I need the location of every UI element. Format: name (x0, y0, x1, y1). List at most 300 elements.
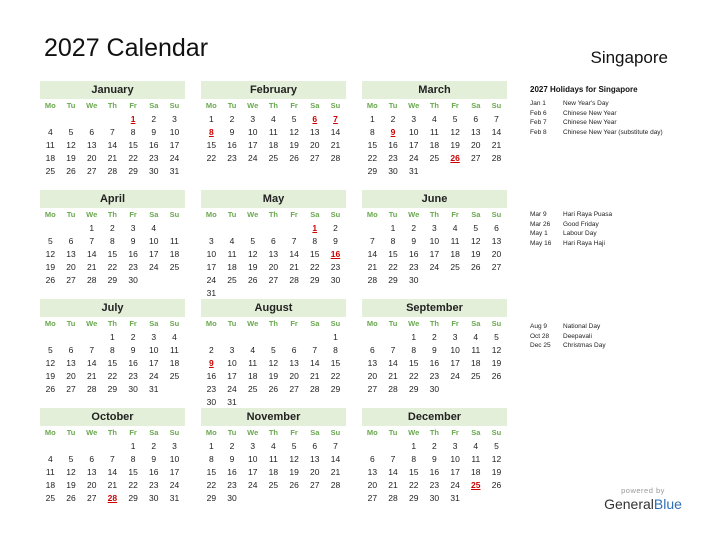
day-cell: 13 (367, 467, 378, 477)
holiday-name: Chinese New Year (substitute day) (563, 128, 663, 136)
day-cell (201, 222, 222, 235)
day-cell: 6 (271, 236, 276, 246)
day-cell: 6 (89, 454, 95, 464)
day-cell: 28 (86, 275, 97, 285)
day-cell: 16 (429, 467, 440, 477)
day-cell: 1 (110, 332, 115, 342)
week-row (362, 274, 507, 287)
day-cell: 15 (128, 467, 138, 477)
day-cell: 7 (312, 345, 318, 355)
day-cell: 4 (452, 223, 458, 233)
day-cell: 27 (268, 275, 279, 285)
day-cell: 19 (45, 371, 56, 381)
day-cell: 15 (388, 249, 398, 259)
day-cell: 26 (247, 275, 258, 285)
day-cell: 23 (330, 262, 341, 272)
week-row (201, 274, 346, 287)
week-row (362, 222, 507, 235)
day-cell (362, 440, 383, 453)
day-cell: 11 (450, 236, 460, 246)
month-june (362, 190, 507, 287)
weekday-label: We (86, 101, 98, 110)
weekday-label: Th (429, 101, 439, 110)
day-cell: 9 (151, 127, 157, 137)
day-cell: 19 (491, 467, 502, 477)
weekday-label: Th (268, 319, 278, 328)
day-cell: 11 (268, 127, 278, 137)
day-cell: 20 (66, 371, 76, 381)
weekday-label: Sa (471, 319, 481, 328)
day-cell (102, 440, 123, 453)
day-cell (164, 383, 185, 396)
week-row (362, 453, 507, 466)
day-cell: 5 (271, 345, 276, 355)
week-row (362, 126, 507, 139)
weekday-header (40, 426, 185, 440)
day-cell: 30 (149, 493, 159, 503)
day-cell: 5 (68, 454, 74, 464)
month-april (40, 190, 185, 287)
day-cell (465, 165, 486, 178)
day-cell: 4 (473, 441, 479, 451)
day-cell: 17 (169, 467, 180, 477)
month-title: June (362, 190, 507, 208)
weekday-label: Th (268, 101, 278, 110)
day-cell (263, 492, 284, 505)
day-cell: 29 (107, 384, 118, 394)
week-row (201, 152, 346, 165)
holiday-name: Chinese New Year (563, 109, 617, 117)
weekday-label: Tu (227, 319, 237, 328)
day-cell: 12 (45, 249, 56, 259)
day-cell: 1 (411, 441, 417, 451)
day-cell: 27 (310, 153, 320, 163)
day-cell: 28 (330, 480, 341, 490)
day-cell (242, 222, 263, 235)
day-cell: 16 (227, 467, 237, 477)
holiday-group (530, 85, 705, 137)
weekday-label: Mo (366, 210, 378, 219)
week-row (362, 344, 507, 357)
weekday-label: Tu (388, 428, 398, 437)
month-december (362, 408, 507, 505)
day-cell: 11 (471, 454, 481, 464)
holiday-day: 1 (312, 223, 318, 233)
day-cell: 4 (473, 332, 479, 342)
day-cell: 14 (310, 358, 320, 368)
day-cell: 28 (289, 275, 299, 285)
day-cell: 14 (491, 127, 502, 137)
holiday-entry (530, 220, 705, 230)
month-title: April (40, 190, 185, 208)
day-cell (383, 331, 404, 344)
holiday-name: Deepavali (563, 332, 592, 340)
day-cell: 22 (310, 262, 320, 272)
week-row (201, 139, 346, 152)
day-cell (40, 331, 61, 344)
day-cell: 29 (367, 166, 378, 176)
day-cell: 13 (471, 127, 481, 137)
day-cell: 24 (450, 480, 460, 490)
weekday-label: Th (107, 210, 117, 219)
holiday-group (530, 210, 705, 248)
day-cell: 23 (149, 480, 159, 490)
day-cell: 26 (471, 262, 481, 272)
weekday-label: Su (330, 101, 341, 110)
day-cell: 6 (68, 345, 74, 355)
day-cell (486, 274, 507, 287)
day-cell (284, 492, 305, 505)
week-row (40, 492, 185, 505)
weekday-label: Mo (44, 319, 56, 328)
month-title: October (40, 408, 185, 426)
day-cell: 14 (330, 454, 341, 464)
day-cell: 31 (408, 166, 419, 176)
day-cell: 30 (408, 275, 419, 285)
day-cell (164, 222, 185, 235)
weekday-label: Fr (451, 319, 459, 328)
day-cell: 20 (86, 153, 97, 163)
week-row (201, 466, 346, 479)
day-cell (486, 383, 507, 396)
weekday-label: Fr (451, 428, 459, 437)
holidays-title: 2027 Holidays for Singapore (530, 85, 638, 94)
day-cell: 20 (471, 140, 481, 150)
day-cell: 12 (66, 467, 76, 477)
week-row (362, 165, 507, 178)
weekday-label: Sa (310, 101, 320, 110)
month-september (362, 299, 507, 396)
day-cell: 17 (149, 358, 159, 368)
day-cell: 5 (47, 345, 53, 355)
day-cell: 2 (151, 441, 157, 451)
day-cell: 18 (45, 480, 56, 490)
day-cell: 25 (45, 493, 56, 503)
powered-by-text: powered by (621, 486, 665, 495)
day-cell: 1 (369, 114, 375, 124)
day-cell: 21 (289, 262, 299, 272)
day-cell: 30 (388, 166, 398, 176)
day-cell: 14 (107, 140, 118, 150)
day-cell: 22 (388, 262, 398, 272)
week-row (40, 344, 185, 357)
week-row (201, 370, 346, 383)
day-cell: 10 (408, 127, 419, 137)
day-cell: 26 (491, 371, 502, 381)
weekday-label: We (247, 319, 259, 328)
day-cell: 13 (86, 467, 97, 477)
day-cell (40, 113, 61, 126)
holiday-date: May 16 (530, 239, 552, 247)
day-cell: 22 (107, 262, 118, 272)
day-cell: 11 (268, 454, 278, 464)
day-cell: 30 (128, 384, 138, 394)
week-row (201, 248, 346, 261)
day-cell: 9 (432, 345, 437, 355)
day-cell (383, 440, 404, 453)
holiday-day: 9 (208, 358, 214, 368)
day-cell: 16 (149, 140, 159, 150)
day-cell: 24 (206, 275, 217, 285)
month-july (40, 299, 185, 396)
day-cell: 15 (408, 467, 419, 477)
day-cell: 17 (408, 140, 419, 150)
day-cell: 23 (429, 371, 440, 381)
week-row (362, 235, 507, 248)
day-cell: 11 (45, 140, 55, 150)
day-cell: 5 (47, 236, 53, 246)
day-cell: 28 (86, 384, 97, 394)
weekday-header (362, 426, 507, 440)
day-cell: 31 (149, 384, 159, 394)
holiday-date: Feb 6 (530, 109, 547, 117)
day-cell: 11 (471, 345, 481, 355)
day-cell: 23 (408, 262, 419, 272)
week-row (40, 479, 185, 492)
day-cell: 20 (289, 371, 299, 381)
day-cell: 8 (130, 454, 136, 464)
day-cell: 9 (229, 454, 235, 464)
day-cell (164, 274, 185, 287)
day-cell: 4 (229, 236, 235, 246)
day-cell: 15 (330, 358, 341, 368)
month-title: September (362, 299, 507, 317)
holiday-entry (530, 341, 705, 351)
day-cell: 6 (369, 345, 375, 355)
weekday-label: Fr (451, 210, 459, 219)
day-cell: 22 (206, 480, 217, 490)
weekday-label: Mo (44, 428, 56, 437)
day-cell: 11 (170, 236, 179, 246)
day-cell: 20 (367, 371, 378, 381)
day-cell: 4 (47, 127, 53, 137)
day-cell: 19 (450, 140, 460, 150)
week-row (201, 479, 346, 492)
day-cell (81, 440, 102, 453)
day-cell (362, 331, 383, 344)
week-row (201, 383, 346, 396)
day-cell: 20 (66, 262, 76, 272)
weekday-label: Fr (129, 319, 137, 328)
week-row (201, 235, 346, 248)
day-cell: 30 (330, 275, 341, 285)
day-cell: 26 (491, 480, 502, 490)
week-row (201, 222, 346, 235)
day-cell (465, 383, 486, 396)
day-cell: 21 (107, 153, 118, 163)
day-cell: 22 (107, 371, 118, 381)
day-cell: 24 (149, 262, 159, 272)
day-cell: 10 (149, 236, 159, 246)
brand-general: General (604, 496, 654, 512)
day-cell: 17 (247, 140, 258, 150)
day-cell: 7 (89, 345, 95, 355)
holiday-day: 28 (107, 493, 118, 503)
day-cell (263, 222, 284, 235)
day-cell (486, 492, 507, 505)
day-cell: 13 (310, 127, 320, 137)
weekday-label: Fr (129, 210, 137, 219)
weekday-label: Fr (290, 210, 298, 219)
week-row (40, 331, 185, 344)
day-cell: 22 (408, 480, 419, 490)
holiday-date: Dec 25 (530, 342, 551, 349)
day-cell: 31 (450, 493, 460, 503)
holiday-name: Hari Raya Puasa (563, 211, 613, 218)
day-cell: 16 (227, 140, 237, 150)
day-cell: 27 (367, 493, 378, 503)
month-title: March (362, 81, 507, 99)
day-cell: 29 (408, 384, 419, 394)
day-cell: 7 (494, 114, 499, 124)
day-cell: 12 (471, 236, 481, 246)
day-cell: 24 (149, 371, 159, 381)
holiday-date: Jan 1 (530, 100, 546, 107)
day-cell: 8 (411, 454, 417, 464)
weekday-label: Mo (205, 210, 217, 219)
weekday-label: We (408, 319, 420, 328)
weekday-label: We (86, 210, 98, 219)
weekday-label: Sa (149, 101, 159, 110)
month-title: November (201, 408, 346, 426)
weekday-label: Fr (451, 101, 459, 110)
weekday-label: We (408, 210, 420, 219)
week-row (201, 331, 346, 344)
day-cell: 13 (491, 236, 502, 246)
day-cell: 2 (432, 441, 437, 451)
week-row (201, 453, 346, 466)
day-cell: 3 (250, 114, 256, 124)
weekday-header (201, 208, 346, 222)
day-cell: 20 (367, 480, 378, 490)
day-cell: 16 (206, 371, 217, 381)
day-cell: 5 (473, 223, 479, 233)
weekday-label: Tu (66, 319, 76, 328)
week-row (40, 165, 185, 178)
day-cell (445, 274, 466, 287)
day-cell: 22 (330, 371, 341, 381)
day-cell: 9 (151, 454, 157, 464)
day-cell: 2 (151, 114, 157, 124)
day-cell: 7 (110, 127, 115, 137)
day-cell (242, 492, 263, 505)
day-cell (304, 492, 325, 505)
week-row (362, 139, 507, 152)
week-row (201, 492, 346, 505)
day-cell: 1 (208, 441, 214, 451)
day-cell: 18 (169, 358, 180, 368)
day-cell (61, 440, 82, 453)
day-cell: 19 (45, 262, 56, 272)
day-cell: 17 (429, 249, 440, 259)
day-cell: 9 (130, 345, 136, 355)
week-row (40, 440, 185, 453)
weekday-label: Sa (310, 319, 320, 328)
day-cell: 22 (128, 153, 138, 163)
day-cell: 26 (268, 384, 279, 394)
day-cell (325, 492, 346, 505)
weekday-label: Su (330, 319, 341, 328)
weekday-label: Th (429, 428, 439, 437)
day-cell: 28 (388, 493, 398, 503)
weekday-label: We (408, 428, 420, 437)
month-october (40, 408, 185, 505)
day-cell: 26 (66, 166, 76, 176)
day-cell: 23 (149, 153, 159, 163)
day-cell: 2 (411, 223, 417, 233)
week-row (40, 261, 185, 274)
day-cell: 9 (229, 127, 235, 137)
day-cell: 18 (45, 153, 56, 163)
day-cell (486, 165, 507, 178)
day-cell: 7 (390, 345, 396, 355)
day-cell: 28 (388, 384, 398, 394)
day-cell: 15 (408, 358, 419, 368)
weekday-header (201, 317, 346, 331)
day-cell: 12 (45, 358, 56, 368)
day-cell: 2 (333, 223, 338, 233)
holiday-day: 9 (390, 127, 396, 137)
month-title: February (201, 81, 346, 99)
day-cell: 11 (429, 127, 439, 137)
day-cell: 20 (491, 249, 502, 259)
day-cell: 13 (310, 454, 320, 464)
weekday-label: Tu (66, 428, 76, 437)
holiday-entry (530, 99, 705, 109)
day-cell: 5 (68, 127, 74, 137)
day-cell: 11 (227, 249, 237, 259)
day-cell (222, 331, 243, 344)
day-cell (201, 331, 222, 344)
day-cell: 7 (110, 454, 115, 464)
day-cell: 29 (128, 493, 138, 503)
week-row (40, 222, 185, 235)
weekday-label: Mo (205, 428, 217, 437)
day-cell: 27 (367, 384, 378, 394)
day-cell: 17 (149, 249, 159, 259)
day-cell: 8 (411, 345, 417, 355)
day-cell: 12 (268, 358, 279, 368)
day-cell: 21 (310, 371, 320, 381)
day-cell: 4 (250, 345, 256, 355)
day-cell: 19 (66, 480, 76, 490)
week-row (362, 492, 507, 505)
holiday-date: Aug 9 (530, 323, 547, 330)
day-cell: 28 (491, 153, 502, 163)
day-cell: 15 (206, 140, 217, 150)
day-cell: 31 (227, 397, 237, 407)
week-row (362, 370, 507, 383)
weekday-label: We (408, 101, 420, 110)
day-cell: 7 (390, 454, 396, 464)
day-cell: 18 (450, 249, 460, 259)
day-cell: 3 (452, 441, 458, 451)
weekday-label: Th (107, 428, 117, 437)
day-cell: 6 (89, 127, 95, 137)
day-cell: 8 (369, 127, 375, 137)
week-row (201, 261, 346, 274)
day-cell: 18 (268, 140, 279, 150)
day-cell: 1 (333, 332, 338, 342)
day-cell: 26 (45, 384, 56, 394)
holiday-date: Oct 28 (530, 332, 550, 340)
day-cell: 13 (268, 249, 279, 259)
day-cell: 27 (471, 153, 481, 163)
day-cell: 3 (130, 223, 136, 233)
day-cell: 10 (429, 236, 440, 246)
day-cell: 10 (450, 345, 460, 355)
weekday-label: Su (491, 210, 502, 219)
